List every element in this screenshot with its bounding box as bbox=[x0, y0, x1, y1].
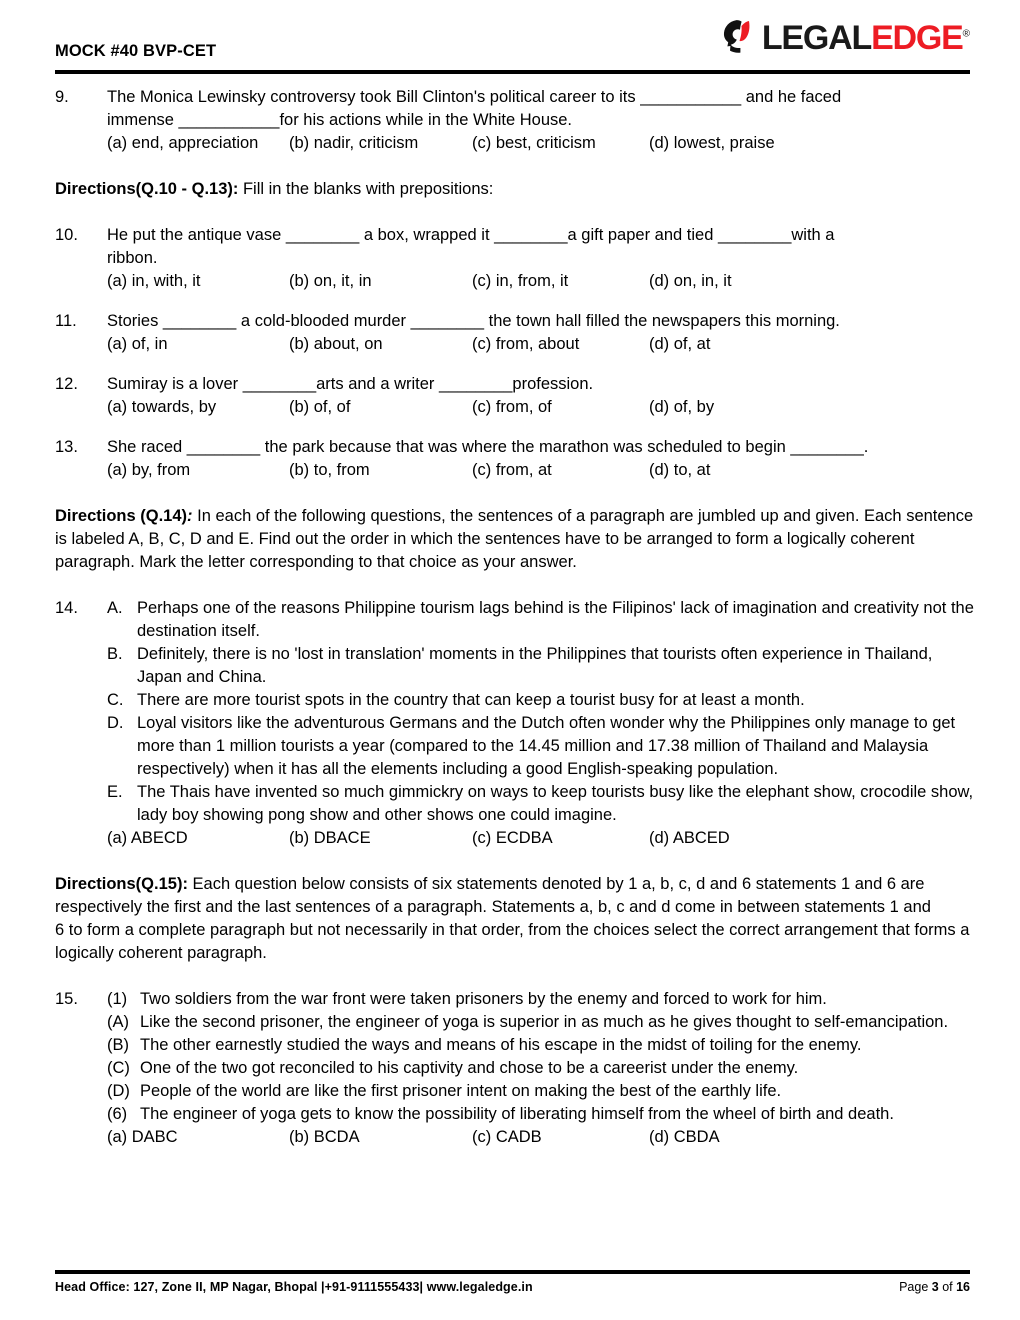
question-12-option-c[interactable]: (c) from, of bbox=[472, 398, 552, 416]
spacer bbox=[55, 419, 975, 436]
page-label-prefix: Page bbox=[899, 1280, 932, 1294]
question-12-option-b[interactable]: (b) of, of bbox=[289, 398, 351, 416]
question-14-option-a[interactable]: (a) ABECD bbox=[107, 829, 188, 847]
directions-10-13 bbox=[55, 178, 975, 201]
directions-14-text: In each of the following questions, the sentences of a paragraph are jumbled up and given. Each sentence is labeled A, B, C, D and E. Find out the order in which the sentences have to be arranged to form a logically coherent paragraph. Mark the letter corresponding to that choice as your answer. bbox=[55, 507, 974, 571]
question-10-text-line2: ribbon. bbox=[107, 249, 158, 267]
question-15-statement-b bbox=[107, 1034, 975, 1057]
statement-label: (B) bbox=[107, 1036, 129, 1054]
question-12-option-d[interactable]: (d) of, by bbox=[649, 398, 715, 416]
spacer bbox=[55, 965, 975, 988]
page-label-middle: of bbox=[938, 1280, 957, 1294]
question-11-option-a[interactable]: (a) of, in bbox=[107, 335, 168, 353]
statement-text: The Thais have invented so much gimmickry on ways to keep tourists busy like the elephant show, crocodile show, lady boy showing pong show and other shows one could imagine. bbox=[137, 783, 974, 824]
statement-text: Definitely, there is no 'lost in translation' moments in the Philippines that tourists often experience in Thailand, Japan and China. bbox=[137, 645, 933, 686]
question-14-option-c[interactable]: (c) ECDBA bbox=[472, 829, 553, 847]
question-11-options bbox=[107, 333, 975, 356]
statement-text: Loyal visitors like the adventurous Germans and the Dutch often wonder why the Philippines only manage to get more than 1 million tourists a year (compared to the 14.45 million and 17.38 million of Thailand and Malaysia respectively) when it has all the elements including a good English-speaking population. bbox=[137, 714, 956, 778]
footer-divider bbox=[55, 1270, 970, 1274]
question-11-option-b[interactable]: (b) about, on bbox=[289, 335, 383, 353]
question-15 bbox=[55, 988, 975, 1149]
question-14-option-d[interactable]: (d) ABCED bbox=[649, 829, 730, 847]
question-11-option-c[interactable]: (c) from, about bbox=[472, 335, 580, 353]
question-13-number: 13. bbox=[55, 438, 78, 456]
page-current: 3 bbox=[931, 1280, 939, 1294]
spacer bbox=[55, 201, 975, 224]
directions-15-text-part1: Each question below consists of six statements denoted by 1 a, b, c, d and 6 statements 1 and 6 are respectively the first and the last sentences of a paragraph. Statements a, b, c and d come in between statements 1 and bbox=[55, 875, 931, 916]
question-9 bbox=[55, 86, 975, 155]
question-15-statement-c bbox=[107, 1057, 975, 1080]
statement-label: (A) bbox=[107, 1013, 129, 1031]
question-14-statement-d bbox=[107, 712, 975, 781]
question-9-option-d[interactable]: (d) lowest, praise bbox=[649, 134, 775, 152]
question-10-option-a[interactable]: (a) in, with, it bbox=[107, 272, 201, 290]
directions-15-label: Directions(Q.15): bbox=[55, 875, 188, 893]
question-14-options bbox=[107, 827, 975, 850]
question-13-option-b[interactable]: (b) to, from bbox=[289, 461, 370, 479]
question-14-number: 14. bbox=[55, 599, 78, 617]
head-office-info: Head Office: 127, Zone II, MP Nagar, Bhopal |+91-9111555433| www.legaledge.in bbox=[55, 1280, 533, 1294]
logo-text-edge: EDGE bbox=[871, 19, 963, 57]
directions-10-13-label: Directions(Q.10 - Q.13): bbox=[55, 180, 239, 198]
statement-label: (1) bbox=[107, 990, 128, 1008]
statement-label: B. bbox=[107, 645, 123, 663]
question-14-option-b[interactable]: (b) DBACE bbox=[289, 829, 371, 847]
page-total: 16 bbox=[956, 1280, 970, 1294]
question-12-number: 12. bbox=[55, 375, 78, 393]
directions-15 bbox=[55, 873, 975, 919]
question-15-statement-d bbox=[107, 1080, 975, 1103]
question-13 bbox=[55, 436, 975, 482]
question-15-number: 15. bbox=[55, 990, 78, 1008]
spacer bbox=[55, 850, 975, 873]
statement-text: One of the two got reconciled to his captivity and chose to be a careerist under the enemy. bbox=[140, 1059, 799, 1077]
question-15-statement-1 bbox=[107, 988, 975, 1011]
question-14-statement-c bbox=[107, 689, 975, 712]
question-12-text-line1: Sumiray is a lover ________arts and a writer ________profession. bbox=[107, 375, 594, 393]
question-15-option-c[interactable]: (c) CADB bbox=[472, 1128, 542, 1146]
header-divider bbox=[55, 70, 970, 74]
question-11-number: 11. bbox=[55, 312, 77, 330]
question-11 bbox=[55, 310, 975, 356]
question-9-text-line2: immense ___________for his actions while in the White House. bbox=[107, 111, 573, 129]
spacer bbox=[55, 482, 975, 505]
question-13-text-line1: She raced ________ the park because that was where the marathon was scheduled to begin ________. bbox=[107, 438, 869, 456]
question-14-statement-e bbox=[107, 781, 975, 827]
question-9-number: 9. bbox=[55, 88, 69, 106]
statement-text: People of the world are like the first prisoner intent on making the best of the earthly life. bbox=[140, 1082, 782, 1100]
spacer bbox=[55, 356, 975, 373]
directions-14-colon: : bbox=[187, 507, 193, 525]
legaledge-face-icon bbox=[719, 17, 759, 57]
question-paper-body bbox=[55, 86, 975, 1149]
question-11-text-line1: Stories ________ a cold-blooded murder ________ the town hall filled the newspapers this morning. bbox=[107, 312, 840, 330]
directions-14 bbox=[55, 505, 975, 574]
page-footer bbox=[55, 1270, 970, 1294]
statement-label: C. bbox=[107, 691, 124, 709]
question-9-option-a[interactable]: (a) end, appreciation bbox=[107, 134, 259, 152]
directions-10-13-text: Fill in the blanks with prepositions: bbox=[238, 180, 494, 198]
directions-14-label: Directions (Q.14) bbox=[55, 507, 188, 525]
question-14-statement-b bbox=[107, 643, 975, 689]
question-15-option-b[interactable]: (b) BCDA bbox=[289, 1128, 360, 1146]
page-header bbox=[55, 14, 970, 72]
statement-text: Like the second prisoner, the engineer of yoga is superior in as much as he gives thought to self-emancipation. bbox=[140, 1013, 949, 1031]
question-11-option-d[interactable]: (d) of, at bbox=[649, 335, 711, 353]
question-12-option-a[interactable]: (a) towards, by bbox=[107, 398, 217, 416]
statement-label: (C) bbox=[107, 1059, 130, 1077]
spacer bbox=[55, 574, 975, 597]
question-10-number: 10. bbox=[55, 226, 78, 244]
legaledge-logo bbox=[719, 14, 970, 60]
statement-text: The other earnestly studied the ways and means of his escape in the midst of toiling for the enemy. bbox=[140, 1036, 862, 1054]
statement-text: The engineer of yoga gets to know the possibility of liberating himself from the wheel of birth and death. bbox=[140, 1105, 894, 1123]
question-14-statement-a bbox=[107, 597, 975, 643]
statement-label: E. bbox=[107, 783, 123, 801]
question-15-option-a[interactable]: (a) DABC bbox=[107, 1128, 178, 1146]
question-14 bbox=[55, 597, 975, 850]
statement-text: Perhaps one of the reasons Philippine tourism lags behind is the Filipinos' lack of imagination and creativity not the destination itself. bbox=[137, 599, 974, 640]
spacer bbox=[55, 155, 975, 178]
directions-15-continued: 6 to form a complete paragraph but not necessarily in that order, from the choices select the correct arrangement that forms a logically coherent paragraph. bbox=[55, 921, 970, 962]
question-13-option-a[interactable]: (a) by, from bbox=[107, 461, 191, 479]
question-10 bbox=[55, 224, 975, 293]
statement-label: (6) bbox=[107, 1105, 128, 1123]
question-10-text-line1: He put the antique vase ________ a box, wrapped it ________a gift paper and tied ________with a bbox=[107, 226, 835, 244]
logo-text-legal: LEGAL bbox=[761, 19, 872, 57]
question-12-options bbox=[107, 396, 975, 419]
question-13-option-d[interactable]: (d) to, at bbox=[649, 461, 711, 479]
statement-text: There are more tourist spots in the country that can keep a tourist busy for at least a month. bbox=[137, 691, 805, 709]
question-15-options bbox=[107, 1126, 975, 1149]
question-15-statement-a bbox=[107, 1011, 975, 1034]
logo-registered-mark: ® bbox=[962, 28, 970, 40]
statement-label: A. bbox=[107, 599, 123, 617]
legaledge-wordmark bbox=[762, 21, 970, 55]
question-13-options bbox=[107, 459, 975, 482]
question-12 bbox=[55, 373, 975, 419]
page-number-indicator bbox=[899, 1280, 970, 1294]
statement-label: (D) bbox=[107, 1082, 130, 1100]
question-10-option-c[interactable]: (c) in, from, it bbox=[472, 272, 569, 290]
question-15-option-d[interactable]: (d) CBDA bbox=[649, 1128, 720, 1146]
question-9-option-c[interactable]: (c) best, criticism bbox=[472, 134, 596, 152]
question-10-option-b[interactable]: (b) on, it, in bbox=[289, 272, 372, 290]
question-9-text-line1: The Monica Lewinsky controversy took Bill Clinton's political career to its ___________ and he faced bbox=[107, 88, 842, 106]
statement-label: D. bbox=[107, 714, 124, 732]
question-15-statement-6 bbox=[107, 1103, 975, 1126]
mock-test-title: MOCK #40 BVP-CET bbox=[55, 42, 217, 60]
spacer bbox=[55, 293, 975, 310]
statement-text: Two soldiers from the war front were taken prisoners by the enemy and forced to work for him. bbox=[140, 990, 827, 1008]
question-13-option-c[interactable]: (c) from, at bbox=[472, 461, 552, 479]
question-9-options bbox=[107, 132, 975, 155]
question-10-options bbox=[107, 270, 975, 293]
question-9-option-b[interactable]: (b) nadir, criticism bbox=[289, 134, 419, 152]
question-10-option-d[interactable]: (d) on, in, it bbox=[649, 272, 732, 290]
